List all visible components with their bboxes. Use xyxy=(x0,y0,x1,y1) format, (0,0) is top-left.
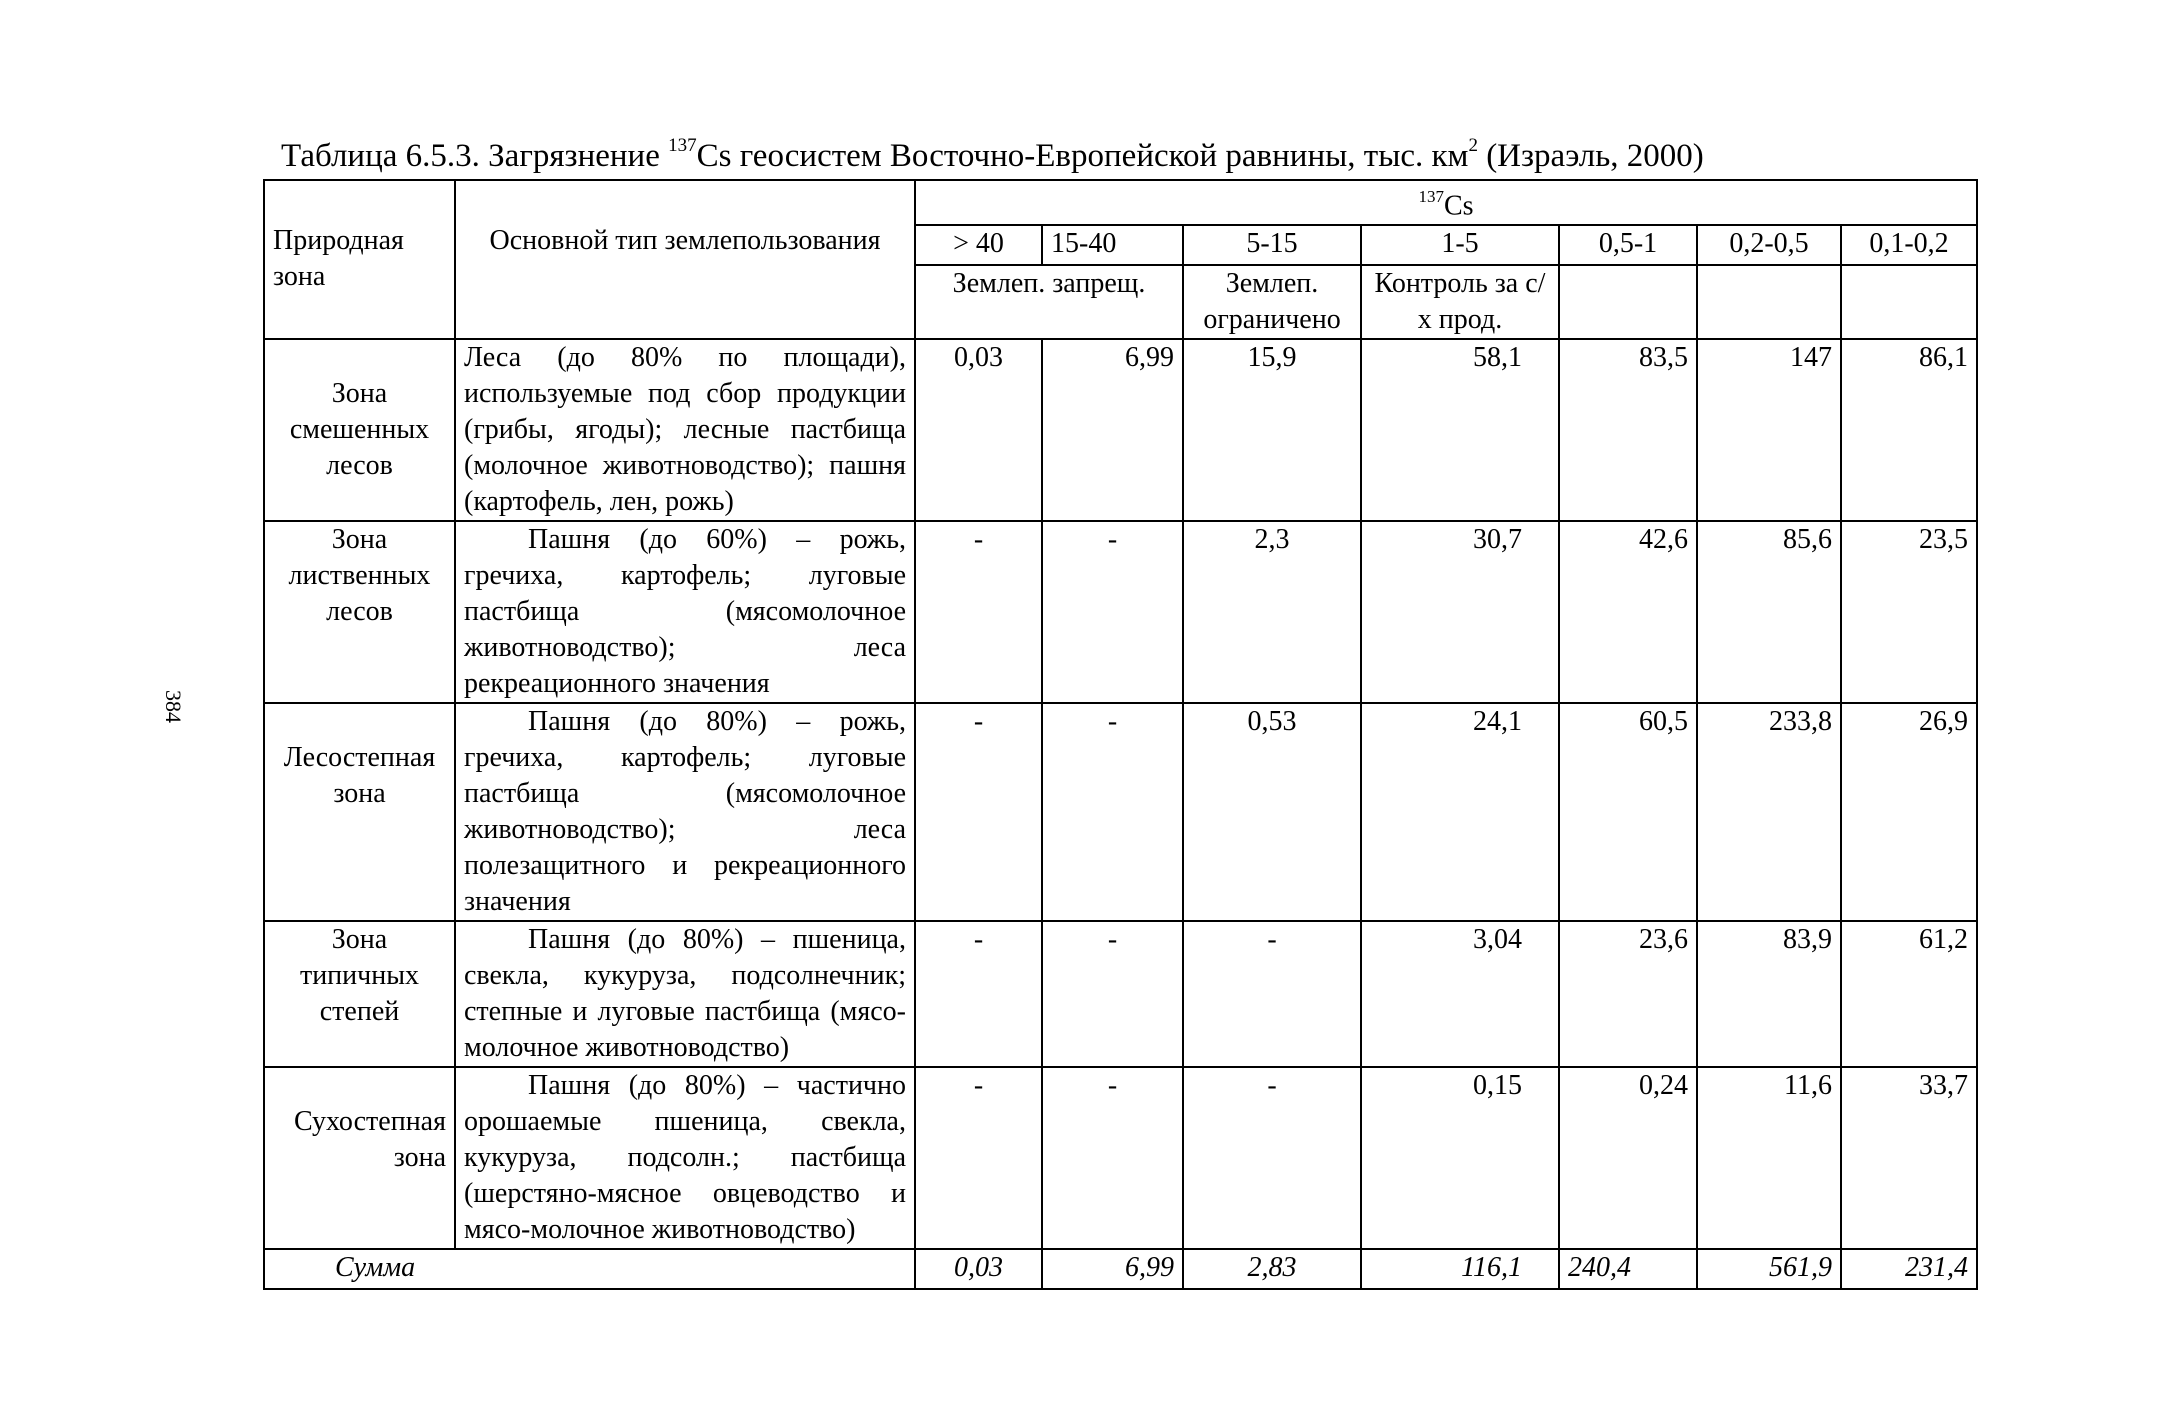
table-row xyxy=(264,521,1977,703)
sum-value: 6,99 xyxy=(1042,1249,1183,1289)
value-cell: 30,7 xyxy=(1361,521,1559,703)
page-number: 384 xyxy=(161,690,186,723)
value-cell: - xyxy=(1183,1067,1361,1249)
value-cell: - xyxy=(915,921,1042,1067)
value-cell: 0,15 xyxy=(1361,1067,1559,1249)
header-land-use: Основной тип землепользования xyxy=(455,180,915,339)
value-cell: - xyxy=(915,1067,1042,1249)
land-use-cell: Пашня (до 80%) – пшеница, свекла, кукуруза, подсолнечник; степные и луговые пастбища (мясо-молочное животноводство) xyxy=(455,921,915,1067)
value-cell: 11,6 xyxy=(1697,1067,1841,1249)
sum-value: 561,9 xyxy=(1697,1249,1841,1289)
header-range: 1-5 xyxy=(1361,225,1559,265)
value-cell: 6,99 xyxy=(1042,339,1183,521)
value-cell: 3,04 xyxy=(1361,921,1559,1067)
table-row xyxy=(264,339,1977,521)
zone-cell: Сухостепная зона xyxy=(264,1067,455,1249)
table-row xyxy=(264,921,1977,1067)
value-cell: 33,7 xyxy=(1841,1067,1977,1249)
header-empty xyxy=(1697,265,1841,339)
value-cell: - xyxy=(1042,1067,1183,1249)
header-cs-symbol: Cs xyxy=(1443,190,1474,222)
table-title xyxy=(281,135,1981,174)
value-cell: 15,9 xyxy=(1183,339,1361,521)
value-cell: - xyxy=(1042,521,1183,703)
value-cell: 23,6 xyxy=(1559,921,1697,1067)
land-use-cell: Пашня (до 80%) – частично орошаемые пшеница, свекла, кукуруза, подсолн.; пастбища (шерстяно-мясное овцеводство и мясо-молочное животноводство) xyxy=(455,1067,915,1249)
sum-value: 116,1 xyxy=(1361,1249,1559,1289)
header-empty xyxy=(1841,265,1977,339)
value-cell: - xyxy=(1042,703,1183,921)
value-cell: 24,1 xyxy=(1361,703,1559,921)
value-cell: 147 xyxy=(1697,339,1841,521)
zone-cell: Зона смешенных лесов xyxy=(264,339,455,521)
land-use-cell: Пашня (до 60%) – рожь, гречиха, картофель; луговые пастбища (мясомолочное животноводство); леса рекреационного значения xyxy=(455,521,915,703)
value-cell: 83,9 xyxy=(1697,921,1841,1067)
value-cell: 0,53 xyxy=(1183,703,1361,921)
header-range: 0,2-0,5 xyxy=(1697,225,1841,265)
table-row xyxy=(264,703,1977,921)
value-cell: 83,5 xyxy=(1559,339,1697,521)
table-row xyxy=(264,1067,1977,1249)
value-cell: 42,6 xyxy=(1559,521,1697,703)
value-cell: 26,9 xyxy=(1841,703,1977,921)
title-isotope-mass: 137 xyxy=(668,135,697,156)
value-cell: 61,2 xyxy=(1841,921,1977,1067)
value-cell: - xyxy=(915,703,1042,921)
header-range: 15-40 xyxy=(1042,225,1183,265)
value-cell: 0,24 xyxy=(1559,1067,1697,1249)
header-zone: Природная зона xyxy=(264,180,455,339)
value-cell: 85,6 xyxy=(1697,521,1841,703)
value-cell: 86,1 xyxy=(1841,339,1977,521)
value-cell: 23,5 xyxy=(1841,521,1977,703)
sum-value: 0,03 xyxy=(915,1249,1042,1289)
value-cell: - xyxy=(915,521,1042,703)
value-cell: 2,3 xyxy=(1183,521,1361,703)
contamination-table xyxy=(263,179,1978,1290)
zone-cell: Лесостепная зона xyxy=(264,703,455,921)
header-land-use-banned: Землеп. запрещ. xyxy=(915,265,1183,339)
header-range: 0,5-1 xyxy=(1559,225,1697,265)
land-use-cell: Пашня (до 80%) – рожь, гречиха, картофель; луговые пастбища (мясомолочное животноводство); леса полезащитного и рекреационного значения xyxy=(455,703,915,921)
value-cell: 233,8 xyxy=(1697,703,1841,921)
header-cs xyxy=(915,180,1977,225)
zone-cell: Зона типичных степей xyxy=(264,921,455,1067)
value-cell: - xyxy=(1042,921,1183,1067)
zone-cell: Зона лиственных лесов xyxy=(264,521,455,703)
header-empty xyxy=(1559,265,1697,339)
header-range: > 40 xyxy=(915,225,1042,265)
title-source: (Израэль, 2000) xyxy=(1477,138,1704,174)
value-cell: 58,1 xyxy=(1361,339,1559,521)
land-use-cell: Леса (до 80% по площади), используемые под сбор продукции (грибы, ягоды); лесные пастбища (молочное животноводство); пашня (картофель, лен, рожь) xyxy=(455,339,915,521)
title-prefix: Таблица 6.5.3. Загрязнение xyxy=(281,138,669,174)
value-cell: - xyxy=(1183,921,1361,1067)
value-cell: 0,03 xyxy=(915,339,1042,521)
header-range: 0,1-0,2 xyxy=(1841,225,1977,265)
value-cell: 60,5 xyxy=(1559,703,1697,921)
header-cs-mass: 137 xyxy=(1418,187,1444,206)
sum-label: Сумма xyxy=(264,1249,915,1289)
header-land-use-limited: Землеп. ограничено xyxy=(1183,265,1361,339)
sum-value: 240,4 xyxy=(1559,1249,1697,1289)
sum-value: 2,83 xyxy=(1183,1249,1361,1289)
title-suffix: Cs геосистем Восточно-Европейской равнины, тыс. км xyxy=(696,138,1469,174)
header-control: Контроль за с/х прод. xyxy=(1361,265,1559,339)
sum-row xyxy=(264,1249,1977,1289)
sum-value: 231,4 xyxy=(1841,1249,1977,1289)
header-range: 5-15 xyxy=(1183,225,1361,265)
title-square: 2 xyxy=(1468,135,1478,156)
